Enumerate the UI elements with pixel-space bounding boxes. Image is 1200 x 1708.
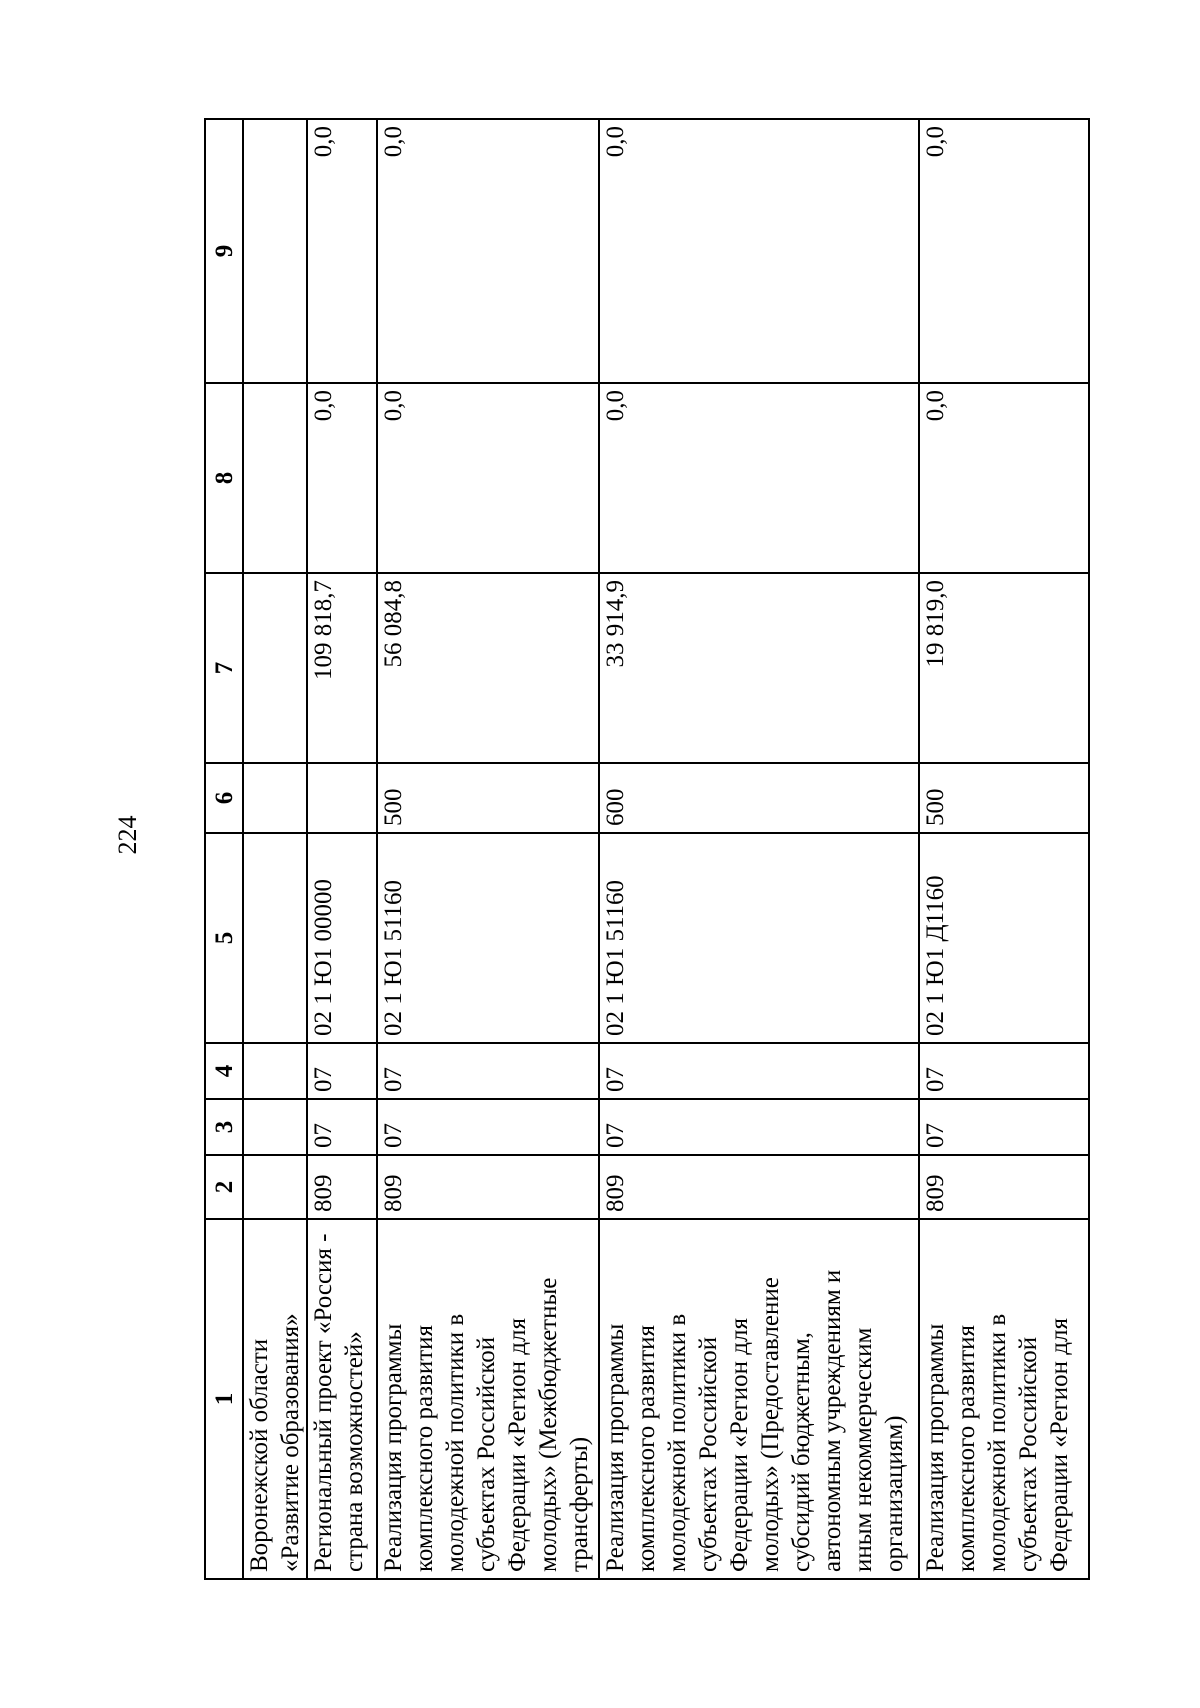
cell-amount-7: 19 819,0 (919, 573, 1089, 763)
cell-subsection: 07 (599, 1043, 919, 1099)
page-number: 224 (113, 815, 142, 855)
cell-ministry: 809 (599, 1155, 919, 1219)
cell-ministry: 809 (919, 1155, 1089, 1219)
cell-amount-9: 0,0 (599, 119, 919, 383)
header-col-2: 2 (205, 1155, 243, 1219)
table-row (243, 119, 307, 1579)
header-col-4: 4 (205, 1043, 243, 1099)
cell-name: Воронежской области «Развитие образования» (243, 1219, 307, 1579)
cell-name: Реализация программы комплексного развития молодежной политики в субъектах Российской Федерации «Регион для молодых» (Межбюджетные трансферты) (377, 1219, 599, 1579)
cell-name: Региональный проект «Россия - страна возможностей» (307, 1219, 377, 1579)
cell-target-article: 02 1 Ю1 00000 (307, 833, 377, 1043)
header-col-8: 8 (205, 383, 243, 573)
header-col-1: 1 (205, 1219, 243, 1579)
cell-expense-type: 500 (377, 763, 599, 833)
cell-amount-7: 109 818,7 (307, 573, 377, 763)
cell-section: 07 (377, 1099, 599, 1155)
cell-target-article (243, 833, 307, 1043)
cell-amount-7: 33 914,9 (599, 573, 919, 763)
cell-section (243, 1099, 307, 1155)
cell-expense-type (307, 763, 377, 833)
cell-amount-9 (243, 119, 307, 383)
cell-ministry: 809 (307, 1155, 377, 1219)
cell-expense-type (243, 763, 307, 833)
header-col-9: 9 (205, 119, 243, 383)
cell-expense-type: 500 (919, 763, 1089, 833)
cell-target-article: 02 1 Ю1 Д1160 (919, 833, 1089, 1043)
cell-ministry: 809 (377, 1155, 599, 1219)
cell-amount-9: 0,0 (307, 119, 377, 383)
cell-subsection: 07 (919, 1043, 1089, 1099)
header-row (205, 119, 243, 1579)
cell-amount-7 (243, 573, 307, 763)
budget-table (204, 118, 1090, 1580)
header-col-6: 6 (205, 763, 243, 833)
cell-expense-type: 600 (599, 763, 919, 833)
cell-target-article: 02 1 Ю1 51160 (599, 833, 919, 1043)
cell-subsection: 07 (307, 1043, 377, 1099)
cell-amount-9: 0,0 (919, 119, 1089, 383)
header-col-5: 5 (205, 833, 243, 1043)
cell-subsection (243, 1043, 307, 1099)
cell-amount-8: 0,0 (377, 383, 599, 573)
cell-amount-8: 0,0 (307, 383, 377, 573)
table-row (307, 119, 377, 1579)
cell-name: Реализация программы комплексного развития молодежной политики в субъектах Российской Федерации «Регион для молодых» (Предоставление субсидий бюджетным, автономным учреждениям и иным некоммерческим организациям) (599, 1219, 919, 1579)
cell-amount-8: 0,0 (919, 383, 1089, 573)
table-row (599, 119, 919, 1579)
cell-amount-8 (243, 383, 307, 573)
cell-target-article: 02 1 Ю1 51160 (377, 833, 599, 1043)
cell-amount-7: 56 084,8 (377, 573, 599, 763)
cell-section: 07 (307, 1099, 377, 1155)
budget-table-rotated (204, 120, 1084, 1580)
cell-amount-9: 0,0 (377, 119, 599, 383)
header-col-7: 7 (205, 573, 243, 763)
table-row (377, 119, 599, 1579)
cell-subsection: 07 (377, 1043, 599, 1099)
cell-section: 07 (599, 1099, 919, 1155)
cell-section: 07 (919, 1099, 1089, 1155)
cell-name: Реализация программы комплексного развития молодежной политики в субъектах Российской Федерации «Регион для (919, 1219, 1089, 1579)
cell-amount-8: 0,0 (599, 383, 919, 573)
cell-ministry (243, 1155, 307, 1219)
header-col-3: 3 (205, 1099, 243, 1155)
table-row (919, 119, 1089, 1579)
